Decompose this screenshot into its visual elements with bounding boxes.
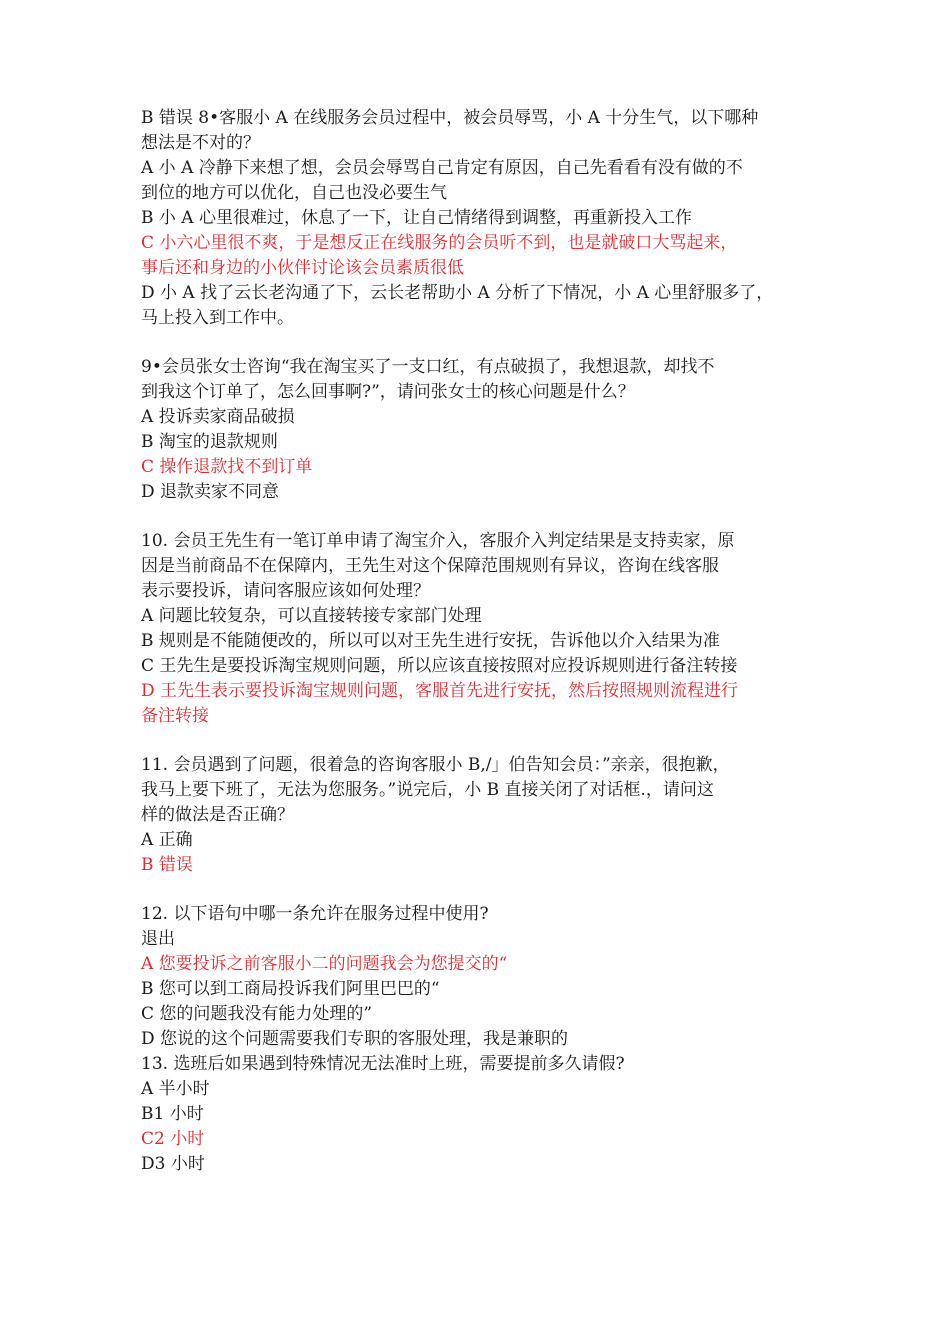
text-line: 10. 会员王先生有一笔订单申请了淘宝介入，客服介入判定结果是支持卖家，原 bbox=[141, 531, 735, 551]
question-block bbox=[141, 106, 821, 331]
text-line: B 错误 8•客服小 A 在线服务会员过程中，被会员辱骂，小 A 十分生气，以下哪种 bbox=[141, 108, 759, 128]
question-block bbox=[141, 902, 821, 1177]
text-line: 到位的地方可以优化，自己也没必要生气 bbox=[141, 183, 447, 203]
text-line: A 问题比较复杂，可以直接转接专家部门处理 bbox=[141, 606, 482, 626]
answer-line-correct: B 错误 bbox=[141, 855, 193, 875]
text-line: 我马上要下班了，无法为您服务。”说完后，小 B 直接关闭了对话框.，请问这 bbox=[141, 780, 714, 800]
paragraph-gap bbox=[141, 505, 821, 529]
answer-line-correct: C 操作退款找不到订单 bbox=[141, 457, 313, 477]
paragraph-gap bbox=[141, 729, 821, 753]
paragraph-gap bbox=[141, 878, 821, 902]
text-line: D 您说的这个问题需要我们专职的客服处理，我是兼职的 bbox=[141, 1029, 569, 1049]
text-line: 退出 bbox=[141, 929, 175, 949]
question-block bbox=[141, 355, 821, 505]
text-line: 到我这个订单了，怎么回事啊?”，请问张女士的核心问题是什么？ bbox=[141, 382, 635, 402]
text-line: 样的做法是否正确？ bbox=[141, 805, 294, 825]
answer-line-correct: 备注转接 bbox=[141, 706, 209, 726]
question-block bbox=[141, 753, 821, 878]
text-line: B1 小时 bbox=[141, 1104, 204, 1124]
text-line: A 半小时 bbox=[141, 1079, 210, 1099]
answer-line-correct: C2 小时 bbox=[141, 1129, 205, 1149]
text-line: D3 小时 bbox=[141, 1154, 205, 1174]
answer-line-correct: C 小六心里很不爽，于是想反正在线服务的会员听不到，也是就破口大骂起来， bbox=[141, 233, 738, 253]
text-line: 13. 选班后如果遇到特殊情况无法准时上班，需要提前多久请假? bbox=[141, 1054, 625, 1074]
answer-line-correct: 事后还和身边的小伙伴讨论该会员素质很低 bbox=[141, 258, 464, 278]
text-line: A 投诉卖家商品破损 bbox=[141, 407, 295, 427]
text-line: 马上投入到工作中。 bbox=[141, 308, 294, 328]
answer-line-correct: A 您要投诉之前客服小二的问题我会为您提交的“ bbox=[141, 954, 508, 974]
text-line: A 正确 bbox=[141, 830, 193, 850]
text-line: 12. 以下语句中哪一条允许在服务过程中使用? bbox=[141, 904, 489, 924]
text-line: C 王先生是要投诉淘宝规则问题，所以应该直接按照对应投诉规则进行备注转接 bbox=[141, 656, 738, 676]
text-line: B 淘宝的退款规则 bbox=[141, 432, 278, 452]
text-line: 表示要投诉，请问客服应该如何处理？ bbox=[141, 581, 430, 601]
text-line: 想法是不对的？ bbox=[141, 133, 260, 153]
answer-line-correct: D 王先生表示要投诉淘宝规则问题，客服首先进行安抚，然后按照规则流程进行 bbox=[141, 681, 739, 701]
text-line: A 小 A 冷静下来想了想，会员会辱骂自己肯定有原因，自己先看看有没有做的不 bbox=[141, 158, 743, 178]
text-line: C 您的问题我没有能力处理的” bbox=[141, 1004, 373, 1024]
text-line: B 小 A 心里很难过，休息了一下，让自己情绪得到调整，再重新投入工作 bbox=[141, 208, 692, 228]
text-line: D 小 A 找了云长老沟通了下，云长老帮助小 A 分析了下情况，小 A 心里舒服多了， bbox=[141, 283, 774, 303]
text-line: 11. 会员遇到了问题，很着急的咨询客服小 B,/」伯告知会员：”亲亲，很抱歉， bbox=[141, 755, 730, 775]
question-block bbox=[141, 529, 821, 729]
document-page bbox=[141, 106, 821, 1177]
text-line: B 您可以到工商局投诉我们阿里巴巴的“ bbox=[141, 979, 440, 999]
text-line: 9•会员张女士咨询“我在淘宝买了一支口红，有点破损了，我想退款，却找不 bbox=[141, 357, 715, 377]
paragraph-gap bbox=[141, 331, 821, 355]
text-line: 因是当前商品不在保障内，王先生对这个保障范围规则有异议，咨询在线客服 bbox=[141, 556, 719, 576]
text-line: B 规则是不能随便改的，所以可以对王先生进行安抚，告诉他以介入结果为准 bbox=[141, 631, 720, 651]
text-line: D 退款卖家不同意 bbox=[141, 482, 280, 502]
